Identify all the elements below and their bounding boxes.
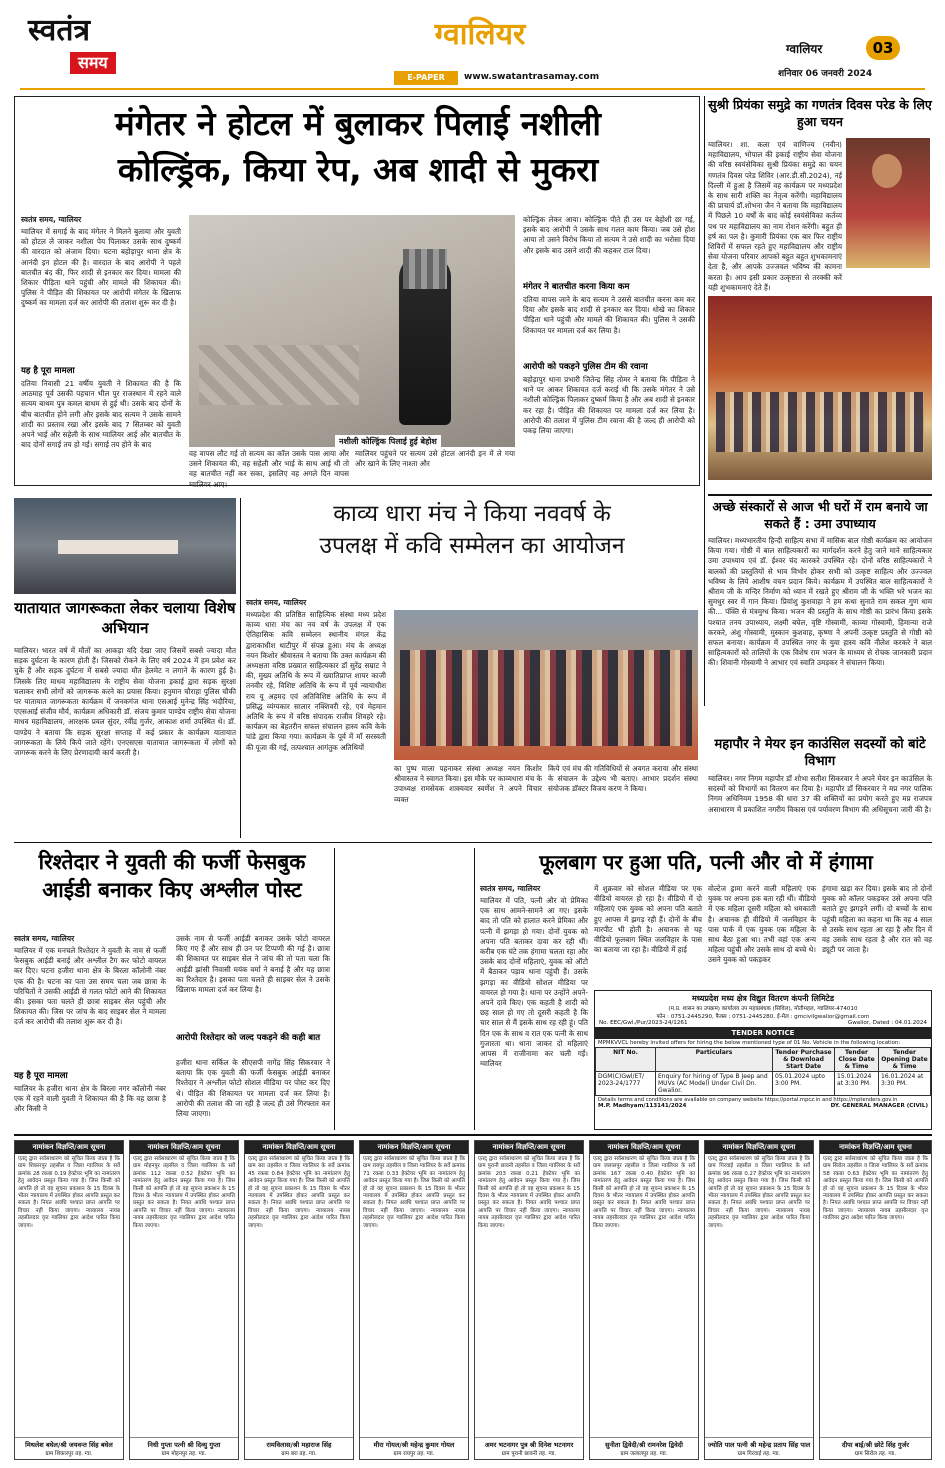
classified-body: एतद् द्वारा सर्वसाधारण को सूचित किया जाता है कि ग्राम मोहनपुर तहसील व जिला ग्वालियर के सर्वे क्रमांक 112 रकबा 0.52 हेक्टेयर भूमि का नामांतरण हेतु आवेदन प्रस्तुत किया गया है। जिस किसी को आपत्ति हो तो वह सूचना प्रकाशन के 15 दिवस के भीतर न्यायालय में उपस्थित होकर आपत्ति प्रस्तुत कर सकता है। नियत अवधि पश्चात प्राप्त आपत्ति पर विचार नहीं किया जाएगा। न्यायालय नायब तहसीलदार वृत्त ग्वालियर द्वारा आदेश पारित किया जाएगा। [133,1156,235,1229]
lead-col1b: दतिया निवासी 21 वर्षीय युवती ने शिकायत की है कि आठमाह पूर्व उसकी पहचान भील पुर राजस्थान में रहने वाले सत्यम बाथम पुत्र कमल बाथम से हुई थी। उसके बाद दोनों के बीच बातचीत होने लगी और इसके बाद सत्यम ने उसके सामने शादी का प्रस्ताव रखा और इसके बाद 7 सितम्बर को युवती अपने भाई और सहेली के साथ ग्वालियर आई और बातचीत के बाद दोनों सगाई तय हो गई। सगाई तय होने के बाद [21,379,181,450]
tender-col-purchase: Tender Purchase & Download Start Date [773,1048,835,1072]
tender-cell-nit: DGM(C)Gwl/ET/ 2023-24/1777 [596,1072,656,1096]
classified-body: एतद् द्वारा सर्वसाधारण को सूचित किया जाता है कि ग्राम पुरानी छावनी तहसील व जिला ग्वालियर के सर्वे क्रमांक 203 रकबा 0.21 हेक्टेयर भूमि का नामांतरण हेतु आवेदन प्रस्तुत किया गया है। जिस किसी को आपत्ति हो तो वह सूचना प्रकाशन के 15 दिवस के भीतर न्यायालय में उपस्थित होकर आपत्ति प्रस्तुत कर सकता है। नियत अवधि पश्चात प्राप्त आपत्ति पर विचार नहीं किया जाएगा। न्यायालय नायब तहसीलदार वृत्त ग्वालियर द्वारा आदेश पारित किया जाएगा। [478,1156,580,1229]
logo-top: स्वतंत्र [28,13,91,48]
phoolbagh-byline: स्वतंत्र समय, ग्वालियर [480,884,541,893]
classified-addr: ग्राम मोहनपुर तह. ग्वा. [161,1451,207,1457]
lead-headline-2: कोल्ड्रिंक, किया रेप, अब शादी से मुकरा [117,150,599,189]
poetry-story [246,498,698,838]
phoolbagh-col2: में शुक्रवार को सोशल मीडिया पर एक वीडियो वायरल हो रहा है। वीडियो में दो महिलाएं एक युवक को अपना पति बताते हुए आपस में झगड़ रही हैं। दोनों के बीच मारपीट भी होती है। अचानक से यह वीडियो फूलबाग स्थित जलविहार के पास का बताया जा रहा है। वीडियो में हाई [594,884,702,955]
table-row [596,1072,931,1096]
lead-col3b: दतिया वापस जाने के बाद सत्यम ने उससे बातचीत करना कम कर दिया और इसके बाद शादी से इनकार कर दिया। धोखे का शिकार पीड़िता थाने पहुंची और मामले की शिकायत की। पुलिस ने उसकी शिकायत पर मामला दर्ज कर लिया है। [523,295,695,335]
fbpost-col2b: हजीरा थाना सर्किल के सीएसपी नागेंद्र सिंह सिकरवार ने बताया कि एक युवती की फर्जी फेसबुक आईडी बनाकर रिश्तेदार ने अश्लील फोटो सोशल मीडिया पर पोस्ट कर दिए थे। पीड़ित की शिकायत पर मामला दर्ज कर लिया है। आरोपी की तलाश की जा रही है जल्द ही उसे गिरफ्तार कर लिया जाएगा। [176,1058,330,1119]
nima-story [338,848,470,1130]
tender-col-close: Tender Close Date & Time [835,1048,879,1072]
classified-name [475,1437,583,1459]
tender-org: मध्यप्रदेश मध्य क्षेत्र विद्युत वितरण कंपनी लिमिटेड [691,994,835,1003]
tender-cell-particulars: Enquiry for hiring of Type B Jeep and MUVs (AC Model) Under Civil Dn. Gwalior. [656,1072,773,1096]
section-rule-mid [14,842,932,843]
lead-col3: कोल्ड्रिंक लेकर आया। कोल्ड्रिंक पीते ही उस पर बेहोशी छा गई, इसके बाद आरोपी ने उसके साथ गलत काम किया। जब उसे होश आया तो उसने विरोध किया तो सत्यम ने उसे शादी का भरोसा दिया और इसके बाद उसने शादी की कहकर टाल दिया। [523,215,695,255]
classified-name-text: मीरा गोयल/श्री महेन्द्र कुमार गोयल [373,1441,455,1449]
classified-body: एतद् द्वारा सर्वसाधारण को सूचित किया जाता है कि ग्राम शिकारपुर तहसील व जिला ग्वालियर के सर्वे क्रमांक 28 रकबा 0.19 हेक्टेयर भूमि का नामांतरण हेतु आवेदन प्रस्तुत किया गया है। जिस किसी को आपत्ति हो तो वह सूचना प्रकाशन के 15 दिवस के भीतर न्यायालय में उपस्थित होकर आपत्ति प्रस्तुत कर सकता है। नियत अवधि पश्चात प्राप्त आपत्ति पर विचार नहीं किया जाएगा। न्यायालय नायब तहसीलदार वृत्त ग्वालियर द्वारा आदेश पारित किया जाएगा। [18,1156,120,1229]
classified-name [130,1437,238,1459]
mayor-headline: महापौर ने मेयर इन काउंसिल सदस्यों को बांटे विभाग [714,737,926,769]
sanskar-body: ग्वालियर। मध्यभारतीय हिन्दी साहित्य सभा में मासिक बाल गोष्ठी कार्यक्रम का आयोजन किया गया। गोष्ठी में बाल साहित्यकारों का मार्गदर्शन करने हेतु जाने माने साहित्यकार उमा उपाध्याय एवं डॉ. ईश्वर चंद कारकरे उपस्थित रहे। दोनों वरिष्ठ साहित्यकारों ने बालकों की प्रस्तुतियों से भाव विभोर होकर सभी को उत्कृष्ट साहित्य और उज्ज्वल भविष्य के लिये आशीष वचन प्रदान किये। कार्यक्रम में उपस्थित बाल साहित्यकारों ने श्रीराम जी के मन्दिर निर्माण को ध्यान में रखते हुए श्रीराम जी के भक्ति भरे भजन का सुमधुर स्वर में गान किया। प्रियांशु कुशवाहा ने हम कथा सुनाते राम सकल गुण धाम की... पंक्ति से मंत्रमुग्ध किया। भजन की प्रस्तुति के साथ गोष्ठी का प्रारंभ किया इसके पश्चात तनय उपाध्याय, लक्ष्मी बघेल, वृष्टि गोस्वामी, काव्या गोस्वामी, हिमान्या राजे करकरे, अंशु गोस्वामी, मुस्कान कुशवाह, कृष्णा ने अपनी उत्कृष्ट प्रस्तुति से गोष्ठी को सफल बनाया। कार्यक्रम में उपस्थित नगर के युवा हास्य कवि नीलेश करकरे ने बाल साहित्यकारों को तालियों के एक विशेष राम भजन के माध्यम से रोचक जानकारी प्रदान की। शिवानी गोस्वामी ने आभार एवं स्वाति उमड़कर ने संचालन किया। [708,536,932,668]
priyanka-headline: सुश्री प्रियंका समुद्रे का गणतंत्र दिवस परेड के लिए हुआ चयन [708,97,932,129]
phoolbagh-col4: हंगामा खड़ा कर दिया। इसके बाद तो दोनों युवक को कॉलर पकड़कर उसे अपना पति बताते हुए झगड़ने लगीं। दो बच्चों के साथ पहुंची महिला का कहना था कि वह 4 साल से उसके साथ रहता आ रहा है और दिन में वह उसके साथ रहता है और रात को वह ड्यूटी पर जाता है। [822,884,932,955]
mayor-body: ग्वालियर। नगर निगम महापौर डॉ शोभा सतीश सिकरवार ने अपने मेयर इन काउंसिल के सदस्यों को विभागों का वितरण कर दिया है। महापौर डॉ सिकरवार ने मप्र नगर पालिक निगम अधिनियम 1958 की धारा 37 की शक्तियों का प्रयोग करते हुए मप्र राजपत्र असाधारण में प्रकाशित नगरीय विकास एवं पर्यावरण विभाग की अधिसूचना जारी की है। [708,774,932,814]
classified-notice [129,1140,239,1460]
lead-byline: स्वतंत्र समय, ग्वालियर [21,215,82,224]
tender-signature: DY. GENERAL MANAGER (CIVIL) [830,1103,928,1109]
traffic-story [14,498,236,838]
fbpost-story [14,848,330,1130]
priyanka-story [708,96,932,486]
classified-name [590,1437,698,1459]
issue-date: शनिवार 06 जनवरी 2024 [778,69,873,79]
lead-col1: ग्वालियर में सगाई के बाद मंगेतर ने मिलने बुलाया और युवती को होटल ले जाकर नशीला पेय पिलाकर उसके साथ दुष्कर्म की वारदात को अंजाम दिया। घटना बहोड़ापुर थाना क्षेत्र के आनंदी इन होटल की है। वारदात के बाद आरोपी ने पहले बातचीत बंद की, फिर शादी से इनकार कर दिया। मामला की शिकार पीड़िता थाने पहुंची और मामले की शिकायत की। पुलिस ने पीड़ित की शिकायत पर आरोपी मंगेतर के खिलाफ दुष्कर्म का मामला दर्ज कर आरोपी की तलाश शुरू कर दी है। [21,227,181,308]
traffic-body: ग्वालियर। भारत वर्ष में मौतों का आकड़ा यदि देखा जाए जिसमें सबसे ज्यादा मौत सड़क दुर्घटना के कारण होती हैं। जिसको रोकने के लिए वर्ष 2024 में हम प्रवेश कर चुके हैं और सड़क दुर्घटना में सबसे ज्यादा मौत हेलमेट न लगाने के कारण हुई है। जिसके लिए माधव महाविद्यालय के राष्ट्रीय सेवा योजना इकाई द्वारा सड़क सुरक्षा चलाकर सभी लोगों को जागरूक करने का प्रयास किया। हनुमान चौराहा पुलिस चौकी पर यातायात जागरूकता कार्यक्रम में जनकगंज थाना एसआई मुनेन्द्र सिंह भदौरिया, एएसआई संजीव मौर्य, कार्यक्रम अधिकारी डॉ. संजय कुमार पाण्डेय राष्ट्रीय सेवा योजना माधव महाविद्यालय, आरक्षक प्रवल सुंदर, रवींद्र गुर्जर, आकाश शर्मा उपस्थित थे। डॉ. पाण्डेय ने बताया कि सड़क सुरक्षा सप्ताह में कई प्रकार के कार्यक्रम यातायात जागरूकता के लिये किये जाते रहेंगे। एनएसएस यातायात जागरूकता में लोगों को जागरूक करने के लिए प्रेरणादायी कार्य करती है। [14,646,236,758]
priyanka-group-photo [708,296,932,480]
traffic-photo-banner [58,540,178,554]
lead-photo [189,215,515,447]
fbpost-subhead-2: आरोपी रिश्तेदार को जल्द पकड़ने की कही बात [176,1033,321,1043]
masthead-rule [20,88,925,90]
tender-org-sub: (म.प्र. शासन का उपक्रम) कार्यालय उप महाप्रबंधक (सिविल), मोतीमहल, ग्वालियर-474010 [668,1006,858,1012]
classified-name [245,1437,353,1459]
poetry-photo [394,610,698,760]
poetry-byline: स्वतंत्र समय, ग्वालियर [246,598,307,607]
classified-addr: ग्राम जलालपुर तह. ग्वा. [620,1451,668,1457]
lead-subhead-1: यह है पूरा मामला [21,366,75,376]
classified-name [820,1437,931,1459]
tender-footer-note: Details terms and conditions are available on company website https://portal.mpcz.in and https://mptenders.gov.in [598,1097,898,1103]
tender-table-header [596,1048,931,1072]
fbpost-byline: स्वतंत्र समय, ग्वालियर [14,934,75,943]
tender-cell-close: 15.01.2024 at 3:30 PM. [835,1072,879,1096]
masthead [0,0,945,90]
poetry-photo-group [400,650,692,746]
website-url: www.swatantrasamay.com [464,72,600,82]
tender-ref: No. EEC/Gwl./Pur/2023-24/1261 [599,1020,688,1026]
classified-name-text: अमर भटनागर पुत्र श्री दिनेश भटनागर [484,1441,574,1449]
classified-notice [14,1140,124,1460]
logo-bottom: समय [70,52,116,74]
classified-body: एतद् द्वारा सर्वसाधारण को सूचित किया जाता है कि ग्राम बरा तहसील व जिला ग्वालियर के सर्वे क्रमांक 45 रकबा 0.84 हेक्टेयर भूमि का नामांतरण हेतु आवेदन प्रस्तुत किया गया है। जिस किसी को आपत्ति हो तो वह सूचना प्रकाशन के 15 दिवस के भीतर न्यायालय में उपस्थित होकर आपत्ति प्रस्तुत कर सकता है। नियत अवधि पश्चात प्राप्त आपत्ति पर विचार नहीं किया जाएगा। न्यायालय नायब तहसीलदार वृत्त ग्वालियर द्वारा आदेश पारित किया जाएगा। [248,1156,350,1229]
traffic-headline: यातायात जागरूकता लेकर चलाया विशेष अभियान [14,599,236,637]
sanskar-story [708,494,932,734]
logo [28,14,140,80]
classified-name-text: निधी गुप्ता पत्नी श्री दिव्यु गुप्ता [147,1441,221,1449]
fbpost-col1: ग्वालियर में एक मनचले रिश्तेदार ने युवती के नाम से फर्जी फेसबुक आईडी बनाई और अश्लील टैग कर फोटो वायरल कर दिए। घटना हजीरा थाना क्षेत्र के बिरला कॉलोनी नंबर एक की है। घटना का पता उस समय चला जब छात्रा के परिचितों ने उसकी आईडी से गलत फोटो आने की शिकायत की। इसका पता चलते ही छात्रा साइबर सेल पहुंची और शिकायत की। जिस पर जांच के बाद साइबर सेल ने मामला दर्ज कर आरोपी की तलाश शुरू कर दी है। [14,946,166,1027]
epaper-label: E-PAPER [394,71,458,85]
lead-col2b: ग्वालियर पहुंचने पर सत्यम उसे होटल आनंदी इन में ले गया और खाने के लिए नाश्ता और [355,449,515,469]
classified-head: नामांकन विज्ञप्ति/आम सूचना [130,1141,238,1154]
lead-photo-blur [403,249,447,289]
classifieds-strip [14,1140,932,1464]
fbpost-headline-1: रिश्तेदार ने युवती की फर्जी फेसबुक [38,850,306,874]
classified-notice [819,1140,932,1460]
phoolbagh-headline: फूलबाग पर हुआ पति, पत्नी और वो में हंगामा [539,850,873,874]
tender-col-nit: NIT No. [596,1048,656,1072]
nima-body [338,852,470,1078]
tender-ref-date: Gwalior, Dated : 04.01.2024 [847,1020,927,1026]
classified-notice [589,1140,699,1460]
classified-head: नामांकन विज्ञप्ति/आम सूचना [590,1141,698,1154]
phoolbagh-col3: वोल्टेज ड्रामा करने वाली महिलाएं एक युवक पर अपना हक बता रही थीं। वीडियो में एक महिला दूसरी महिला को धमकाती है। अचानक ही वीडियो में जलविहार के पास पार्क में एक युवक एक महिला के साथ बैठा हुआ था। तभी वहां एक अन्य महिला पहुंची और उसके साथ दो बच्चे थे। उसने युवक को पकड़कर [708,884,816,965]
classified-notice [474,1140,584,1460]
col-rule-traffic [240,498,241,838]
classified-body: एतद् द्वारा सर्वसाधारण को सूचित किया जाता है कि ग्राम रायपुर तहसील व जिला ग्वालियर के सर्वे क्रमांक 71 रकबा 0.33 हेक्टेयर भूमि का नामांतरण हेतु आवेदन प्रस्तुत किया गया है। जिस किसी को आपत्ति हो तो वह सूचना प्रकाशन के 15 दिवस के भीतर न्यायालय में उपस्थित होकर आपत्ति प्रस्तुत कर सकता है। नियत अवधि पश्चात प्राप्त आपत्ति पर विचार नहीं किया जाएगा। न्यायालय नायब तहसीलदार वृत्त ग्वालियर द्वारा आदेश पारित किया जाएगा। [363,1156,465,1229]
tender-notice [594,990,932,1130]
priyanka-body: ग्वालियर। शा. कला एवं वाणिज्य (नवीन) महाविद्यालय, भोपाल की इकाई राष्ट्रीय सेवा योजना की वरिष्ठ स्वयंसेविका सुश्री प्रियंका समुद्रे का चयन गणतंत्र दिवस परेड शिविर (आर.डी.सी.2024), नई दिल्ली में हुआ है जिसमें वह कार्यक्रम पर मध्यप्रदेश के साथ सारी शक्ति का नेतृत्व करेंगी। महाविद्यालय की प्राचार्य डॉ.शोभना जैन ने बताया कि महाविद्यालय में पिछले 10 वर्षों के बाद कोई स्वयंसेविका कर्तव्य पथ पर महाविद्यालय का नाम रोशन करेंगी। बहुत ही हर्ष का पल है। कुमारी प्रियंका एक बार फिर राष्ट्रीय शिविरों में सफल रहते हुए महाविद्यालय और राष्ट्रीय सेवा योजना परिवार आपको बहुत बहुत शुभकामनाएं देता है, और आपके उज्जवल भविष्य की कामना करता है। आप इसी प्रकार उत्कृष्टता से तरक्की करें यही शुभकामनाएं देते हैं। [708,140,842,292]
lead-headline-1: मंगेतर ने होटल में बुलाकर पिलाई नशीली [115,104,601,143]
tender-cell-opening: 16.01.2024 at 3:30 PM. [879,1072,931,1096]
classified-head: नामांकन विज्ञप्ति/आम सूचना [360,1141,468,1154]
lead-col3c: बहोड़ापुर थाना प्रभारी जितेन्द्र सिंह तोमर ने बताया कि पीड़िता ने थाने पर आकर शिकायत दर्ज कराई थी कि उसके मंगेतर ने उसे नशीली कोल्ड्रिंक पिलाकर दुष्कर्म किया है और अब शादी से इनकार कर रहा है। पीड़ित की शिकायत पर मामला दर्ज कर लिया है। आरोपी की तलाश में पुलिस टीम रवाना की है जल्द ही आरोपी को पकड़ लिया जाएगा। [523,375,695,436]
traffic-photo [14,498,236,594]
mayor-story [708,736,932,838]
poetry-headline-1: काव्य धारा मंच ने किया नववर्ष के [333,501,611,527]
classified-head: नामांकन विज्ञप्ति/आम सूचना [245,1141,353,1154]
lead-photo-bed [199,345,359,405]
tender-col-opening: Tender Opening Date & Time [879,1048,931,1072]
fbpost-headline-2: आईडी बनाकर किए अश्लील पोस्ट [42,878,302,902]
col-rule-nima [474,848,475,1130]
phoolbagh-col1: ग्वालियर में पति, पत्नी और वो प्रेमिका एक साथ आमने-सामने आ गए। इसके बाद तो पति को हालात करने प्रेमिका और पत्नी में झगड़ा हो गया। दोनों युवक को अपना पति बताकर दावा कर रही थीं। करीब एक घंटे तक हंगामा चलता रहा और उसके बाद दोनों महिलाएं, युवक को ऑटो में बैठाकर पड़ाव थाना पहुंची हैं। उसके झगड़ा का वीडियो सोशल मीडिया पर वायरल हो गया है। थाना पर उन्होंने अपने-अपने दावे किए। एक कहती है शादी को छह साल हो गए तो दूसरी कहती है कि चार साल से मैं इसके साथ रह रही हूं। पति दिन एक के साथ व रात एक पत्नी के साथ गुजारता था। थाना जाकर दो महिलाएं आपस में राजीनामा कर चली गईं। ग्वालियर [480,896,588,1069]
classified-addr: ग्राम गिरवाई तह. ग्वा. [737,1451,781,1457]
lead-subhead-2: मंगेतर ने बातचीत करना किया कम [523,282,630,292]
poetry-col1: मध्यप्रदेश की प्रतिष्ठित साहित्यिक संस्था मध्य प्रदेश काव्य धारा मंच का नव वर्ष के उपलक्ष में एक ऐतिहासिक कवि सम्मेलन स्थानीय मंगल केंद्र द्वाराकाधीश थाटीपुर में संपन्न हुआ। मंच के अध्यक्ष नयन किशोर श्रीवास्तव ने बताया कि उक्त कार्यक्रम की अध्यक्षता वरिष्ठ प्रख्यात साहित्यकार डॉ सुरेंद्र सम्राट ने की, मुख्य अतिथि के रूप में ख्यातिप्राप्त शायर काजी तनवीर रहे, विशिष्ट अतिथि के रूप में पूर्व न्यायाधीश राय यू अहमद एवं अतिविशिष्ट अतिथि के रूप में प्रसिद्ध व्यंग्यकार सालार नक्शिवरी रहे, एवं मेहमान अतिथि के रूप में वरिष्ठ संपादक राजीव शिवहरे रहे। कार्यक्रम का बेहतरीन सफल संचालन हास्य कवि केके पांडे द्वारा किया गया। कार्यक्रम के पूर्व में माँ सरस्वती की पूजा की गई, तत्पश्चात आगंतुक अतिथियों [246,610,386,752]
classified-notice [244,1140,354,1460]
tender-cell-purchase: 05.01.2024 upto 3:00 PM. [773,1072,835,1096]
tender-title: TENDER NOTICE [595,1027,931,1039]
tender-intro: MPMKVVCL hereby invited offers for hiring the below mentioned type of 01 No. Vehicle in the following location: [598,1040,901,1046]
priyanka-group-row [716,392,924,452]
tender-col-particulars: Particulars [656,1048,773,1072]
classified-body: एतद् द्वारा सर्वसाधारण को सूचित किया जाता है कि ग्राम जलालपुर तहसील व जिला ग्वालियर के सर्वे क्रमांक 167 रकबा 0.40 हेक्टेयर भूमि का नामांतरण हेतु आवेदन प्रस्तुत किया गया है। जिस किसी को आपत्ति हो तो वह सूचना प्रकाशन के 15 दिवस के भीतर न्यायालय में उपस्थित होकर आपत्ति प्रस्तुत कर सकता है। नियत अवधि पश्चात प्राप्त आपत्ति पर विचार नहीं किया जाएगा। न्यायालय नायब तहसीलदार वृत्त ग्वालियर द्वारा आदेश पारित किया जाएगा। [593,1156,695,1229]
classified-head: नामांकन विज्ञप्ति/आम सूचना [475,1141,583,1154]
fbpost-col2: उसके नाम से फर्जी आईडी बनाकर उसके फोटो वायरल किए गए हैं और साथ ही उन पर टिप्पणी की गई है। छात्रा की शिकायत पर साइबर सेल ने जांच की तो पता चला कि आईडी झांसी निवासी मयंक वर्मा ने बनाई है और यह छात्रा का रिश्तेदार है। इसका पता चलते ही साइबर सेल ने उसके खिलाफ मामला दर्ज कर लिया है। [176,934,330,995]
classified-addr: ग्राम शिकारपुर तह. ग्वा. [45,1451,93,1457]
classified-head: नामांकन विज्ञप्ति/आम सूचना [705,1141,813,1154]
poetry-headline-2: उपलक्ष में कवि सम्मेलन का आयोजन [319,533,625,559]
classified-name [360,1437,468,1459]
poetry-col3: किये एवं मंच की गतिविधियों से अवगत कराया और संस्था के संचालन के उद्देश्य भी बताए। आभार प्रदर्शन संस्था संयोजक डॉक्टर विजय करण ने किया। [548,764,698,794]
lead-photo-caption: नशीली कोल्ड्रिंक पिलाई हुई बेहोश [335,435,441,448]
classified-name [15,1437,123,1459]
tender-contact: फोन : 0751-2445290, फैक्स : 0751-2445280, ई-मेल : gmcivilgwalior@gmail.com [656,1014,870,1020]
classified-body: एतद् द्वारा सर्वसाधारण को सूचित किया जाता है कि ग्राम गिरवाई तहसील व जिला ग्वालियर के सर्वे क्रमांक 96 रकबा 0.27 हेक्टेयर भूमि का नामांतरण हेतु आवेदन प्रस्तुत किया गया है। जिस किसी को आपत्ति हो तो वह सूचना प्रकाशन के 15 दिवस के भीतर न्यायालय में उपस्थित होकर आपत्ति प्रस्तुत कर सकता है। नियत अवधि पश्चात प्राप्त आपत्ति पर विचार नहीं किया जाएगा। न्यायालय नायब तहसीलदार वृत्त ग्वालियर द्वारा आदेश पारित किया जाएगा। [708,1156,810,1229]
poetry-col2: का पुष्प माला पहनाकर संस्था अध्यक्ष नयन किशोर श्रीवास्तव ने स्वागत किया। इस मौके पर काव्यधारा मंच के उपाध्यक्ष रामसेवक शाक्यवार स्वर्णेश ने अपने विचार व्यक्त [394,764,542,804]
classified-head: नामांकन विज्ञप्ति/आम सूचना [15,1141,123,1154]
lead-col2: वह वापस लौट गई तो सत्यम का कॉल उसके पास आया और उसने शिकायत की, वह सहेली और भाई के साथ आई थी तो वह बातचीत नहीं कर सका, इसलिए वह अगले दिन वापस ग्वालियर आए। [189,449,349,489]
fbpost-col1b: ग्वालियर के हजीरा थाना क्षेत्र के बिरला नगर कॉलोनी नंबर एक में रहने वाली युवती ने शिकायत की है कि वह छात्रा है और किसी ने [14,1084,166,1114]
page-number: 03 [866,36,900,60]
classified-name-text: मिथलेश बघेल/श्री जयवन्त सिंह बघेल [25,1441,113,1449]
classified-notice [359,1140,469,1460]
classified-name [705,1437,813,1459]
col-rule-fbpost [334,848,335,1130]
classified-addr: ग्राम रायपुर तह. ग्वा. [393,1451,435,1457]
classified-addr: ग्राम सिरोल तह. ग्वा. [854,1451,897,1457]
tender-table [595,1047,931,1096]
lead-story [14,96,700,489]
classified-body: एतद् द्वारा सर्वसाधारण को सूचित किया जाता है कि ग्राम सिरोल तहसील व जिला ग्वालियर के सर्वे क्रमांक 58 रकबा 0.63 हेक्टेयर भूमि का नामांतरण हेतु आवेदन प्रस्तुत किया गया है। जिस किसी को आपत्ति हो तो वह सूचना प्रकाशन के 15 दिवस के भीतर न्यायालय में उपस्थित होकर आपत्ति प्रस्तुत कर सकता है। नियत अवधि पश्चात प्राप्त आपत्ति पर विचार नहीं किया जाएगा। न्यायालय नायब तहसीलदार वृत्त ग्वालियर द्वारा आदेश पारित किया जाएगा। [823,1156,928,1222]
fbpost-subhead-1: यह है पूरा मामला [14,1071,68,1081]
classified-head: नामांकन विज्ञप्ति/आम सूचना [820,1141,931,1154]
classified-notice [704,1140,814,1460]
classified-name-text: ज्योति पाल पत्नी श्री महेन्द्र प्रताप सिंह पाल [707,1441,811,1449]
classified-name-text: दीपा बाई/श्री छोटे सिंह गुर्जर [842,1441,909,1449]
col-rule-right-top [704,96,705,706]
lead-subhead-3: आरोपी को पकड़ने पुलिस टीम की रवाना [523,362,648,372]
section-rule-classifieds [14,1134,932,1136]
edition-city: ग्वालियर [434,17,526,52]
sanskar-headline: अच्छे संस्कारों से आज भी घरों में राम बनाये जा सकते हैं : उमा उपाध्याय [712,499,928,531]
classified-name-text: सुनीता द्विवेदी/श्री रामनरेश द्विवेदी [605,1441,683,1449]
page-city: ग्वालियर [786,42,823,56]
classified-name-text: रामविलास/श्री महाराज सिंह [266,1441,332,1449]
classified-addr: ग्राम बरा तह. ग्वा. [281,1451,317,1457]
classified-addr: ग्राम पुरानी छावनी तह. ग्वा. [501,1451,557,1457]
tender-mp-madhyam: M.P. Madhyam/113141/2024 [598,1103,687,1109]
